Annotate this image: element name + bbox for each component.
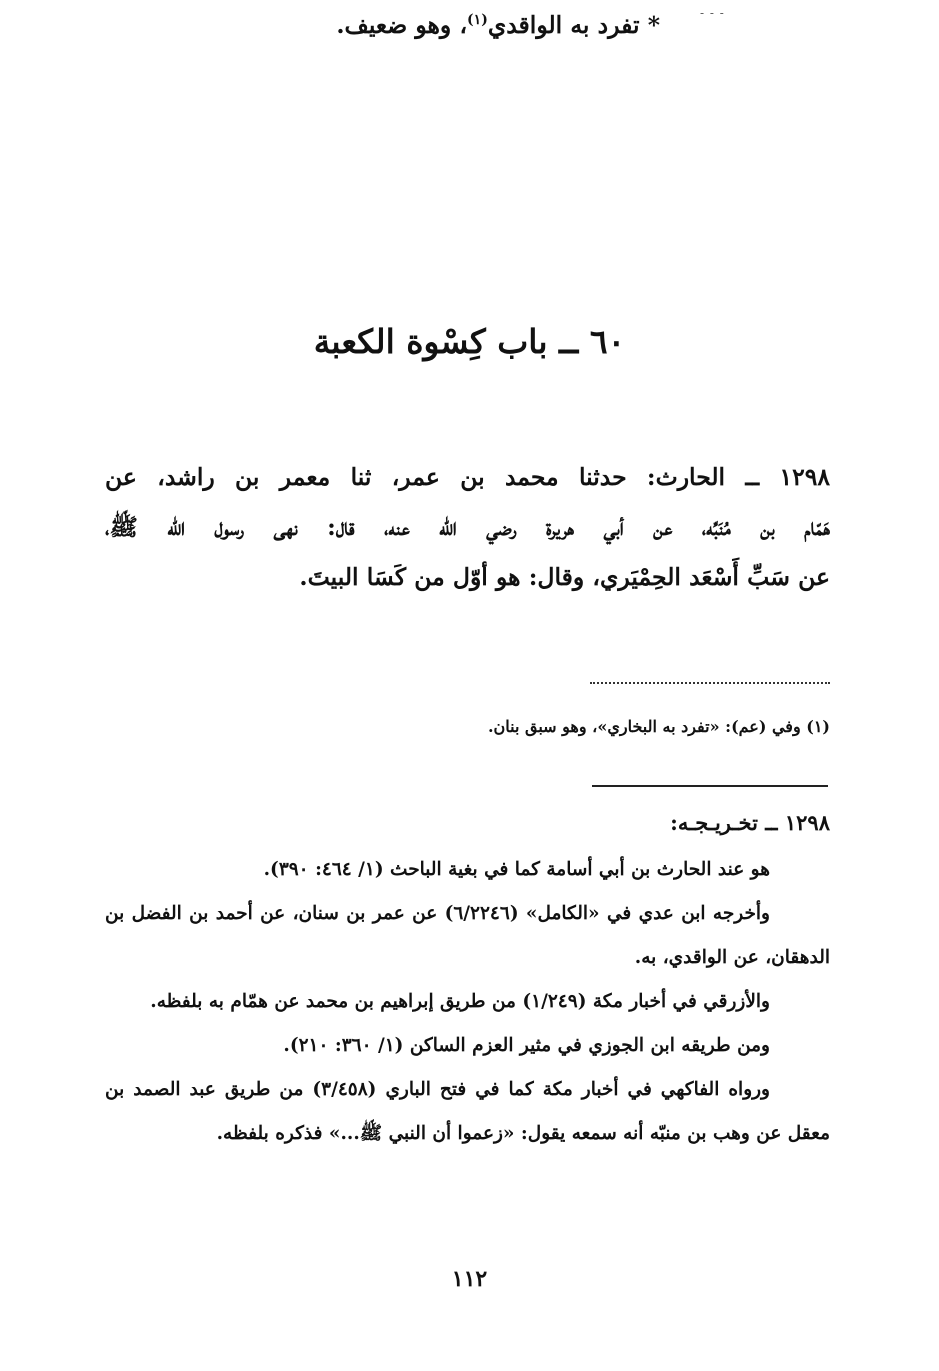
hadith-line: هَمّام بن مُنَبِّه، عن أبي هريرة رضي الله عنه، قال: نهى رسول الله ﷺ، [105,513,830,541]
note-text-after: ، وهو ضعيف. [336,10,468,39]
grading-note [0,0,660,45]
footnote-dotted-separator [590,682,830,684]
takhrij-heading: ١٢٩٨ ــ تخـريـجـه: [670,810,830,835]
takhrij-paragraph: وأخرجه ابن عدي في «الكامل» (٦/٢٢٤٦) عن عمر بن سنان، عن أحمد بن الفضل بن الدهقان، عن الواقدي، به. [105,903,830,968]
asterisk-marker: * [647,10,660,39]
takhrij-paragraph: ورواه الفاكهي في أخبار مكة كما في فتح الباري (٣/٤٥٨) من طريق عبد الصمد بن معقل عن وهب بن منبّه أنه سمعه يقول: «زعموا أن النبي ﷺ...» فذكره بلفظه. [105,1079,830,1144]
takhrij-body [105,848,830,1156]
hadith-line: ١٢٩٨ ــ الحارث: حدثنا محمد بن عمر، ثنا معمر بن راشد، عن [105,463,830,491]
page-number: ١١٢ [451,1266,488,1292]
hadith-text [105,452,830,602]
footnote: (١) وفي (عم): «تفرد به البخاري»، وهو سبق بنان. [487,717,830,736]
takhrij-paragraph: والأزرقي في أخبار مكة (١/٢٤٩) من طريق إبراهيم بن محمد عن همّام به بلفظه. [150,991,770,1012]
takhrij-paragraph: هو عند الحارث بن أبي أسامة كما في بغية الباحث (١/ ٤٦٤: ٣٩٠). [263,859,770,880]
footnote-reference[interactable]: (١) [467,12,488,28]
takhrij-paragraph: ومن طريقه ابن الجوزي في مثير العزم الساكن (١/ ٣٦٠: ٢١٠). [283,1035,770,1056]
note-text-before: تفرد به الواقدي [487,10,640,39]
chapter-title: ٦٠ ــ باب كِسْوة الكعبة [313,322,626,361]
section-divider [592,785,828,787]
hadith-line: عن سَبِّ أَسْعَد الحِمْيَري، وقال: هو أوّل من كَسَا البيتَ. [299,563,830,591]
top-mark: - - - [700,6,725,20]
